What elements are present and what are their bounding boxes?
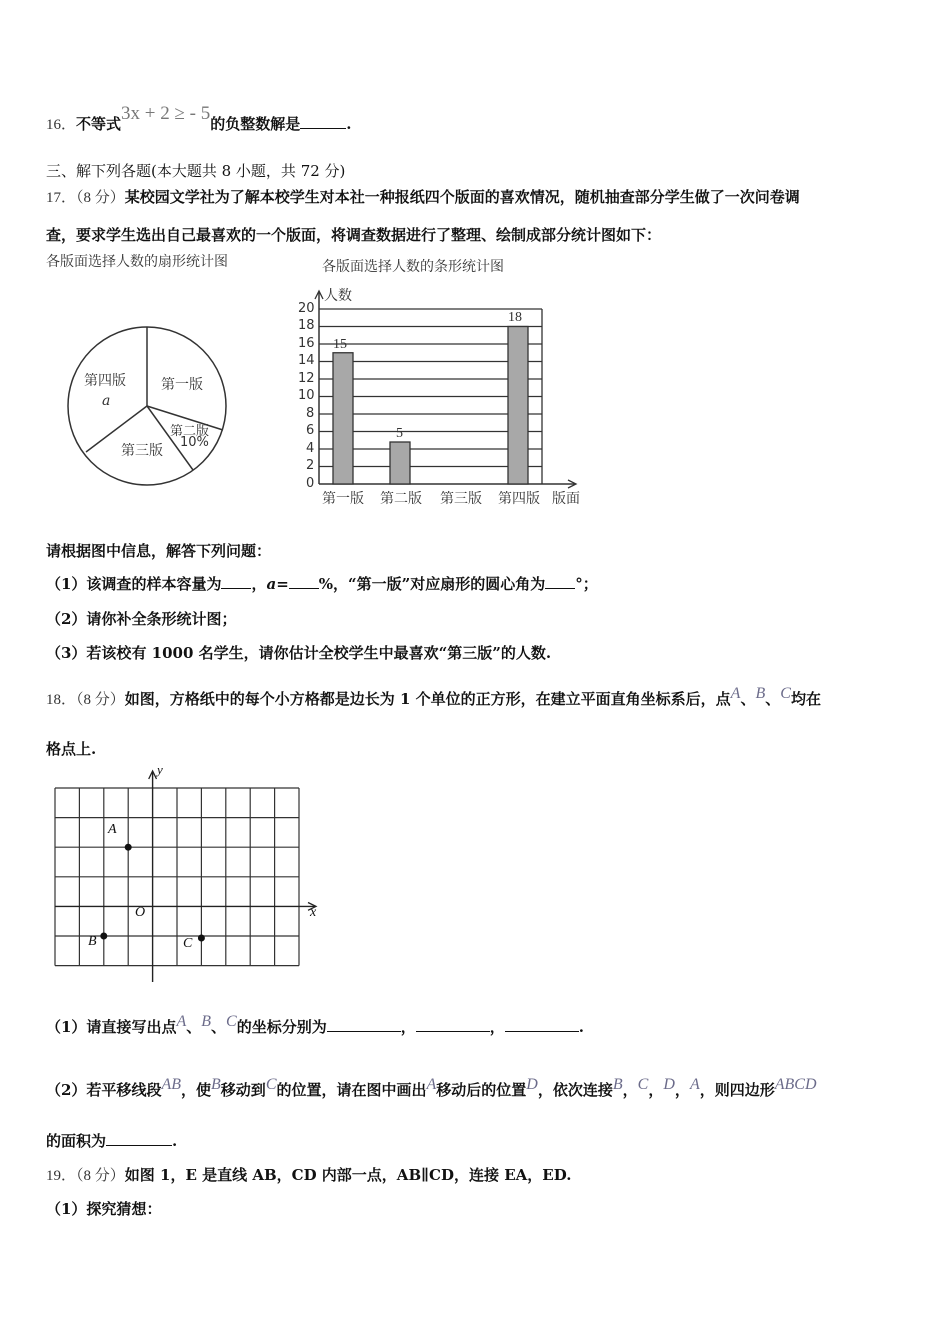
q17-prompt: 请根据图中信息，解答下列问题： (46, 542, 272, 560)
question-number: 16． (46, 117, 77, 133)
q18-sub1: （1）请直接写出点A、B、C的坐标分别为 ， ， . (46, 1013, 584, 1036)
pie-label-section1: 第一版 (161, 377, 203, 393)
answer-blank-C[interactable] (505, 1030, 579, 1032)
pie-label-section4: 第四版 (84, 373, 126, 389)
q17-sub1: （1）该调查的样本容量为 ，a= %，“第一版”对应扇形的圆心角为 °； (46, 575, 598, 593)
pie-label-a: a (102, 393, 111, 409)
bar-label-15: 15 (333, 337, 347, 352)
q18-sub2: （2）若平移线段AB，使B移动到C的位置，请在图中画出A移动后的位置D，依次连接B，C，D，A，则四边形ABCD (46, 1076, 817, 1099)
x-axis-label: 版面 (552, 491, 580, 507)
pie-label-section2: 第二版 (170, 424, 210, 439)
pie-chart (60, 310, 235, 490)
answer-blank-A[interactable] (327, 1030, 401, 1032)
q17-sub2: （2）请你补全条形统计图； (46, 610, 237, 628)
origin-label: O (135, 905, 146, 920)
bar-section2 (390, 442, 410, 484)
section-heading: 三、解下列各题(本大题共 8 小题，共 72 分) (46, 162, 346, 180)
question-17-line2: 查，要求学生选出自己最喜欢的一个版面，将调查数据进行了整理、绘制成部分统计图如下： (46, 226, 662, 244)
q17-sub3: （3）若该校有 1000 名学生，请你估计全校学生中最喜欢“第三版”的人数. (46, 644, 552, 662)
bar-section4 (508, 327, 528, 485)
pie-chart-title: 各版面选择人数的扇形统计图 (46, 254, 228, 270)
question-18-line1: 18．（8 分）如图，方格纸中的每个小方格都是边长为 1 个单位的正方形，在建立平面直角坐标系后，点A、B、C均在 (46, 685, 821, 708)
point-B-label: B (88, 934, 97, 949)
point-C (198, 935, 205, 942)
question-19: 19．（8 分）如图 1，E 是直线 AB，CD 内部一点，AB∥CD，连接 EA，ED. (46, 1166, 572, 1184)
point-B (100, 933, 107, 940)
coordinate-grid (40, 760, 330, 990)
question-16: 16．不等式3x + 2 ≥ - 5的负整数解是 . (46, 103, 352, 133)
point-A (125, 844, 132, 851)
bar-label-18: 18 (508, 310, 522, 325)
bar-chart-title: 各版面选择人数的条形统计图 (322, 259, 504, 275)
bar-chart (290, 280, 600, 515)
q19-sub1: （1）探究猜想： (46, 1200, 162, 1218)
question-18-line2: 格点上. (46, 740, 97, 758)
pie-label-section3: 第三版 (121, 443, 163, 459)
inequality-math: 3x + 2 ≥ - 5 (121, 103, 211, 124)
pie-label-10pct: 10% (180, 435, 209, 450)
x-axis-label: x (310, 905, 317, 920)
question-17-line1: 17．（8 分）某校园文学社为了解本校学生对本社一种报纸四个版面的喜欢情况，随机抽查部分学生做了一次问卷调 (46, 188, 800, 206)
y-axis-label: y (157, 762, 163, 777)
answer-blank-a[interactable] (289, 587, 319, 589)
point-C-label: C (183, 936, 193, 951)
bar-section1 (333, 353, 353, 484)
answer-blank-angle[interactable] (545, 587, 575, 589)
point-A-label: A (108, 822, 117, 837)
answer-blank[interactable] (300, 127, 346, 129)
answer-blank-area[interactable] (106, 1144, 172, 1146)
q18-sub2-line2: 的面积为 . (46, 1132, 178, 1150)
y-axis-label: 人数 (324, 288, 352, 304)
answer-blank-sample-size[interactable] (221, 587, 251, 589)
bar-label-5: 5 (396, 426, 403, 441)
answer-blank-B[interactable] (416, 1030, 490, 1032)
